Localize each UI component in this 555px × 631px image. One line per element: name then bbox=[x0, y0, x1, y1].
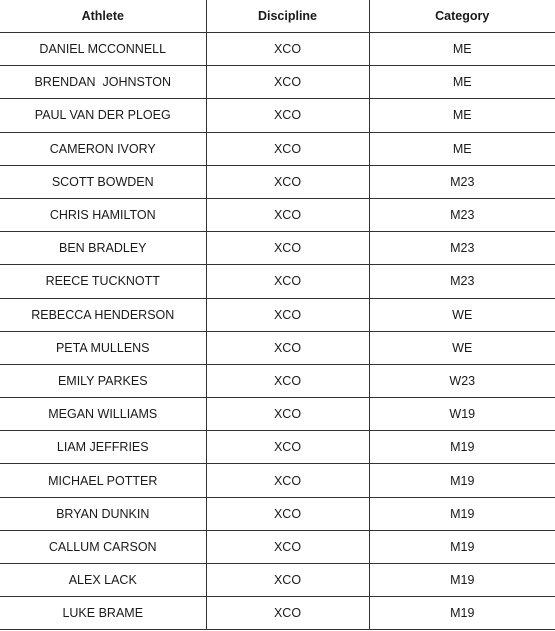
table-body bbox=[0, 33, 555, 630]
discipline-cell: XCO bbox=[206, 132, 369, 165]
table-row bbox=[0, 597, 555, 630]
discipline-cell: XCO bbox=[206, 564, 369, 597]
table-row bbox=[0, 298, 555, 331]
discipline-cell: XCO bbox=[206, 431, 369, 464]
athlete-cell: PETA MULLENS bbox=[0, 331, 206, 364]
discipline-cell: XCO bbox=[206, 33, 369, 66]
table-row bbox=[0, 331, 555, 364]
discipline-cell: XCO bbox=[206, 364, 369, 397]
category-cell: ME bbox=[369, 66, 555, 99]
athlete-cell: MICHAEL POTTER bbox=[0, 464, 206, 497]
table-row bbox=[0, 464, 555, 497]
category-cell: M23 bbox=[369, 232, 555, 265]
discipline-cell: XCO bbox=[206, 464, 369, 497]
table-row bbox=[0, 364, 555, 397]
athlete-cell: BEN BRADLEY bbox=[0, 232, 206, 265]
table-row bbox=[0, 265, 555, 298]
header-row bbox=[0, 0, 555, 33]
category-cell: M23 bbox=[369, 265, 555, 298]
discipline-cell: XCO bbox=[206, 530, 369, 563]
table-row bbox=[0, 198, 555, 231]
category-cell: W19 bbox=[369, 398, 555, 431]
discipline-cell: XCO bbox=[206, 232, 369, 265]
athlete-cell: LIAM JEFFRIES bbox=[0, 431, 206, 464]
athlete-cell: CHRIS HAMILTON bbox=[0, 198, 206, 231]
table-row bbox=[0, 530, 555, 563]
table-row bbox=[0, 66, 555, 99]
athlete-cell: DANIEL MCCONNELL bbox=[0, 33, 206, 66]
table-row bbox=[0, 398, 555, 431]
discipline-cell: XCO bbox=[206, 597, 369, 630]
table-row bbox=[0, 132, 555, 165]
table-row bbox=[0, 165, 555, 198]
category-cell: M23 bbox=[369, 198, 555, 231]
discipline-cell: XCO bbox=[206, 165, 369, 198]
header-discipline: Discipline bbox=[206, 0, 369, 33]
athlete-cell: ALEX LACK bbox=[0, 564, 206, 597]
athlete-cell: MEGAN WILLIAMS bbox=[0, 398, 206, 431]
athlete-cell: CAMERON IVORY bbox=[0, 132, 206, 165]
discipline-cell: XCO bbox=[206, 497, 369, 530]
category-cell: ME bbox=[369, 33, 555, 66]
athlete-cell: REBECCA HENDERSON bbox=[0, 298, 206, 331]
athlete-cell: EMILY PARKES bbox=[0, 364, 206, 397]
discipline-cell: XCO bbox=[206, 66, 369, 99]
athlete-cell: BRENDAN JOHNSTON bbox=[0, 66, 206, 99]
table-row bbox=[0, 564, 555, 597]
discipline-cell: XCO bbox=[206, 331, 369, 364]
category-cell: M19 bbox=[369, 431, 555, 464]
athlete-cell: BRYAN DUNKIN bbox=[0, 497, 206, 530]
athlete-cell: REECE TUCKNOTT bbox=[0, 265, 206, 298]
category-cell: M19 bbox=[369, 497, 555, 530]
header-athlete: Athlete bbox=[0, 0, 206, 33]
category-cell: M19 bbox=[369, 464, 555, 497]
category-cell: WE bbox=[369, 298, 555, 331]
category-cell: ME bbox=[369, 132, 555, 165]
athlete-cell: CALLUM CARSON bbox=[0, 530, 206, 563]
table-row bbox=[0, 497, 555, 530]
discipline-cell: XCO bbox=[206, 398, 369, 431]
category-cell: W23 bbox=[369, 364, 555, 397]
athlete-cell: PAUL VAN DER PLOEG bbox=[0, 99, 206, 132]
discipline-cell: XCO bbox=[206, 265, 369, 298]
table-row bbox=[0, 99, 555, 132]
header-category: Category bbox=[369, 0, 555, 33]
discipline-cell: XCO bbox=[206, 99, 369, 132]
discipline-cell: XCO bbox=[206, 298, 369, 331]
table-row bbox=[0, 33, 555, 66]
athlete-cell: LUKE BRAME bbox=[0, 597, 206, 630]
category-cell: M19 bbox=[369, 597, 555, 630]
category-cell: ME bbox=[369, 99, 555, 132]
category-cell: WE bbox=[369, 331, 555, 364]
table-header bbox=[0, 0, 555, 33]
category-cell: M19 bbox=[369, 530, 555, 563]
table-row bbox=[0, 431, 555, 464]
table-row bbox=[0, 232, 555, 265]
category-cell: M19 bbox=[369, 564, 555, 597]
athlete-cell: SCOTT BOWDEN bbox=[0, 165, 206, 198]
category-cell: M23 bbox=[369, 165, 555, 198]
discipline-cell: XCO bbox=[206, 198, 369, 231]
